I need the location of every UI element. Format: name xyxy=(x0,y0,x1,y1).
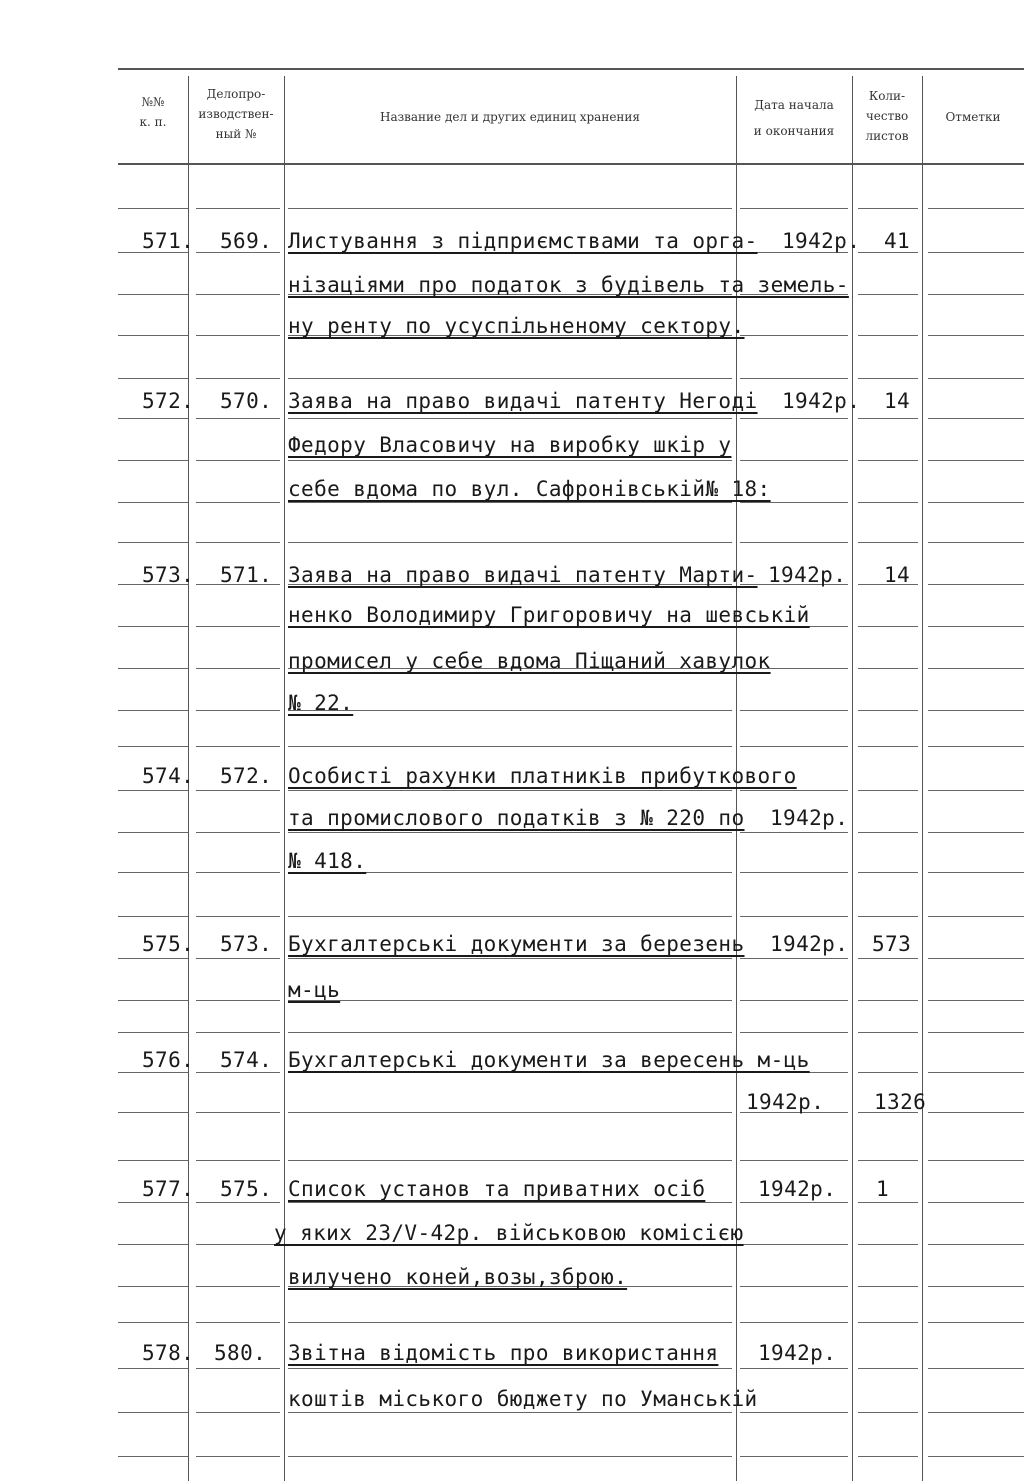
title-line: Федору Власовичу на виробку шкір у xyxy=(288,433,732,457)
ruled-line xyxy=(928,294,1024,295)
sheet-count: 1326 xyxy=(874,1090,927,1114)
title-line: Звітна відомість про використання xyxy=(288,1341,719,1365)
title-line: себе вдома по вул. Сафронівській№ 18: xyxy=(288,477,771,501)
ruled-line xyxy=(740,916,848,917)
date: 1942р. xyxy=(746,1090,825,1114)
ruled-line xyxy=(196,1202,280,1203)
date: 1942р. xyxy=(782,229,861,253)
ruled-line xyxy=(740,1160,848,1161)
ruled-line xyxy=(858,958,918,959)
ruled-line xyxy=(740,1286,848,1287)
ruled-line xyxy=(928,626,1024,627)
ruled-line xyxy=(288,832,732,833)
ruled-line xyxy=(196,1160,280,1161)
ruled-line xyxy=(740,832,848,833)
ruled-line xyxy=(196,1244,280,1245)
ruled-line xyxy=(928,958,1024,959)
ruled-line xyxy=(858,1072,918,1073)
ruled-line xyxy=(288,1368,732,1369)
ruled-line xyxy=(196,746,280,747)
ruled-line xyxy=(288,418,732,419)
ruled-line xyxy=(118,1244,188,1245)
ruled-line xyxy=(858,335,918,336)
office-number: 574. xyxy=(220,1048,273,1072)
col-divider xyxy=(922,76,923,1481)
office-number: 580. xyxy=(214,1341,267,1365)
ruled-line xyxy=(858,872,918,873)
ruled-line xyxy=(740,1456,848,1457)
ruled-line xyxy=(740,1368,848,1369)
header-col-num: №№ к. п. xyxy=(139,95,167,129)
col-divider xyxy=(852,76,853,1481)
ruled-line xyxy=(858,208,918,209)
ruled-line xyxy=(196,1322,280,1323)
ruled-line xyxy=(928,1202,1024,1203)
ruled-line xyxy=(858,418,918,419)
ruled-line xyxy=(928,1112,1024,1113)
ruled-line xyxy=(858,1368,918,1369)
ruled-line xyxy=(928,832,1024,833)
ruled-line xyxy=(740,790,848,791)
ruled-line xyxy=(740,208,848,209)
ruled-line xyxy=(288,916,732,917)
header-bottom-rule xyxy=(118,163,1024,165)
ruled-line xyxy=(740,542,848,543)
ruled-line xyxy=(196,872,280,873)
title-line: Список установ та приватних осіб xyxy=(288,1177,706,1201)
row-number: 572. xyxy=(142,389,195,413)
title-line: вилучено коней,возы,зброю. xyxy=(288,1265,628,1289)
date: 1942р. xyxy=(758,1177,837,1201)
ruled-line xyxy=(858,1032,918,1033)
ruled-line xyxy=(740,710,848,711)
ruled-line xyxy=(740,1000,848,1001)
ruled-line xyxy=(196,1112,280,1113)
ruled-line xyxy=(288,208,732,209)
ruled-line xyxy=(288,1202,732,1203)
ruled-line xyxy=(740,1322,848,1323)
ruled-line xyxy=(928,584,1024,585)
row-number: 576. xyxy=(142,1048,195,1072)
ruled-line xyxy=(196,626,280,627)
ruled-line xyxy=(928,1368,1024,1369)
ruled-line xyxy=(858,1456,918,1457)
ruled-line xyxy=(196,668,280,669)
ruled-line xyxy=(858,1160,918,1161)
ruled-line xyxy=(288,1412,732,1413)
ruled-line xyxy=(928,790,1024,791)
ruled-line xyxy=(858,1202,918,1203)
ruled-line xyxy=(288,1000,732,1001)
ruled-line xyxy=(288,1160,732,1161)
ruled-line xyxy=(288,958,732,959)
ruled-line xyxy=(858,746,918,747)
ruled-line xyxy=(928,872,1024,873)
ruled-line xyxy=(196,294,280,295)
ruled-line xyxy=(118,746,188,747)
ruled-line xyxy=(928,335,1024,336)
ruled-line xyxy=(196,335,280,336)
ruled-line xyxy=(196,460,280,461)
title-line: Заява на право видачі патенту Марти- xyxy=(288,563,758,587)
ruled-line xyxy=(288,1032,732,1033)
row-number: 571. xyxy=(142,229,195,253)
ruled-line xyxy=(858,1412,918,1413)
ruled-line xyxy=(928,1286,1024,1287)
ruled-line xyxy=(928,460,1024,461)
ruled-line xyxy=(858,378,918,379)
ruled-line xyxy=(858,710,918,711)
ruled-line xyxy=(288,502,732,503)
ruled-line xyxy=(858,832,918,833)
ruled-line xyxy=(858,542,918,543)
date: 1942р. xyxy=(758,1341,837,1365)
header-top-rule xyxy=(118,68,1024,70)
ruled-line xyxy=(118,1456,188,1457)
ruled-line xyxy=(928,1456,1024,1457)
ruled-line xyxy=(118,1368,188,1369)
row-number: 573. xyxy=(142,563,195,587)
ruled-line xyxy=(288,542,732,543)
ruled-line xyxy=(740,1244,848,1245)
ruled-line xyxy=(740,1412,848,1413)
ruled-line xyxy=(196,958,280,959)
ruled-line xyxy=(858,1286,918,1287)
title-line: м-ць xyxy=(288,978,341,1002)
office-number: 570. xyxy=(220,389,273,413)
ruled-line xyxy=(118,460,188,461)
ruled-line xyxy=(118,1000,188,1001)
title-line: та промислового податків з № 220 по xyxy=(288,806,745,830)
ruled-line xyxy=(118,1032,188,1033)
ruled-line xyxy=(196,208,280,209)
ruled-line xyxy=(196,418,280,419)
sheet-count: 14 xyxy=(884,563,911,587)
ruled-line xyxy=(740,418,848,419)
ruled-line xyxy=(288,1112,732,1113)
title-line: промисел у себе вдома Піщаний хавулок xyxy=(288,649,771,673)
sheet-count: 14 xyxy=(884,389,911,413)
ruled-line xyxy=(288,460,732,461)
ruled-line xyxy=(740,335,848,336)
ruled-line xyxy=(858,626,918,627)
ruled-line xyxy=(928,502,1024,503)
ruled-line xyxy=(118,626,188,627)
title-line: Заява на право видачі патенту Негоді xyxy=(288,389,758,413)
ruled-line xyxy=(928,1032,1024,1033)
ruled-line xyxy=(928,1244,1024,1245)
title-line: Листування з підприємствами та орга- xyxy=(288,229,758,253)
ruled-line xyxy=(118,916,188,917)
ruled-line xyxy=(288,378,732,379)
title-line: Бухгалтерські документи за вересень м-ць xyxy=(288,1048,810,1072)
ruled-line xyxy=(288,790,732,791)
title-line: коштів міського бюджету по Уманській xyxy=(288,1387,758,1411)
ruled-line xyxy=(118,1286,188,1287)
ruled-line xyxy=(928,1412,1024,1413)
ruled-line xyxy=(288,746,732,747)
ruled-line xyxy=(740,958,848,959)
title-line: № 22. xyxy=(288,691,354,715)
ruled-line xyxy=(858,1322,918,1323)
ruled-line xyxy=(196,542,280,543)
office-number: 569. xyxy=(220,229,273,253)
ruled-line xyxy=(858,790,918,791)
ruled-line xyxy=(118,335,188,336)
title-line: нізаціями про податок з будівель та земель- xyxy=(288,273,849,297)
header-col-sheets: Коли- чество листов xyxy=(865,89,909,143)
ruled-line xyxy=(288,710,732,711)
col-divider xyxy=(284,76,285,1481)
header-col-title: Название дел и других единиц хранения xyxy=(379,110,640,124)
ruled-line xyxy=(740,872,848,873)
title-line: № 418. xyxy=(288,849,367,873)
ruled-line xyxy=(928,378,1024,379)
ruled-line xyxy=(928,1072,1024,1073)
ruled-line xyxy=(928,916,1024,917)
ruled-line xyxy=(196,916,280,917)
ruled-line xyxy=(118,668,188,669)
ruled-line xyxy=(118,418,188,419)
ruled-line xyxy=(858,502,918,503)
ruled-line xyxy=(288,1322,732,1323)
ruled-line xyxy=(118,1322,188,1323)
ruled-line xyxy=(118,208,188,209)
ruled-line xyxy=(858,668,918,669)
ruled-line xyxy=(196,1000,280,1001)
title-line: ну ренту по усуспільненому сектору. xyxy=(288,314,745,338)
ruled-line xyxy=(196,1456,280,1457)
ruled-line xyxy=(196,1286,280,1287)
ruled-line xyxy=(118,1112,188,1113)
ruled-line xyxy=(858,1000,918,1001)
header-col-office: Делопро- изводствен- ный № xyxy=(198,87,274,141)
ruled-line xyxy=(740,1202,848,1203)
ruled-line xyxy=(118,294,188,295)
sheet-count: 1 xyxy=(876,1177,890,1201)
ruled-line xyxy=(196,1032,280,1033)
row-number: 575. xyxy=(142,932,195,956)
title-line: Особисті рахунки платників прибуткового xyxy=(288,764,797,788)
ruled-line xyxy=(928,542,1024,543)
ruled-line xyxy=(740,746,848,747)
ruled-line xyxy=(196,710,280,711)
ruled-line xyxy=(928,710,1024,711)
ruled-line xyxy=(118,790,188,791)
ruled-line xyxy=(928,252,1024,253)
ruled-line xyxy=(740,1032,848,1033)
row-number: 578. xyxy=(142,1341,195,1365)
ruled-line xyxy=(740,502,848,503)
ruled-line xyxy=(196,1412,280,1413)
ruled-line xyxy=(118,542,188,543)
ruled-line xyxy=(928,1160,1024,1161)
ruled-line xyxy=(118,832,188,833)
row-number: 577. xyxy=(142,1177,195,1201)
ruled-line xyxy=(928,1000,1024,1001)
header-col-dates: Дата начала и окончания xyxy=(753,98,835,138)
ruled-line xyxy=(118,1412,188,1413)
sheet-count: 41 xyxy=(884,229,911,253)
header-col-notes: Отметки xyxy=(945,110,1001,124)
title-line: у яких 23/V-42р. військовою комісією xyxy=(274,1221,744,1245)
ruled-line xyxy=(118,710,188,711)
ruled-line xyxy=(196,378,280,379)
date: 1942р. xyxy=(770,932,849,956)
ruled-line xyxy=(928,418,1024,419)
sheet-count: 573 xyxy=(872,932,912,956)
ruled-line xyxy=(196,832,280,833)
ruled-line xyxy=(928,668,1024,669)
ruled-line xyxy=(118,1202,188,1203)
ruled-line xyxy=(196,1368,280,1369)
ruled-line xyxy=(928,208,1024,209)
date: 1942р. xyxy=(782,389,861,413)
ruled-line xyxy=(118,1160,188,1161)
ruled-line xyxy=(858,294,918,295)
ruled-line xyxy=(858,460,918,461)
ruled-line xyxy=(288,1456,732,1457)
date: 1942р. xyxy=(768,563,847,587)
ruled-line xyxy=(858,1244,918,1245)
ruled-line xyxy=(928,746,1024,747)
title-line: Бухгалтерські документи за березень xyxy=(288,932,745,956)
title-line: ненко Володимиру Григоровичу на шевській xyxy=(288,603,810,627)
ruled-line xyxy=(118,958,188,959)
ruled-line xyxy=(740,460,848,461)
date: 1942р. xyxy=(770,806,849,830)
ruled-line xyxy=(196,790,280,791)
ruled-line xyxy=(740,378,848,379)
ruled-line xyxy=(928,1322,1024,1323)
office-number: 573. xyxy=(220,932,273,956)
ruled-line xyxy=(196,502,280,503)
ruled-line xyxy=(118,872,188,873)
office-number: 575. xyxy=(220,1177,273,1201)
office-number: 572. xyxy=(220,764,273,788)
ruled-line xyxy=(118,378,188,379)
ruled-line xyxy=(118,502,188,503)
ruled-line xyxy=(858,916,918,917)
row-number: 574. xyxy=(142,764,195,788)
office-number: 571. xyxy=(220,563,273,587)
